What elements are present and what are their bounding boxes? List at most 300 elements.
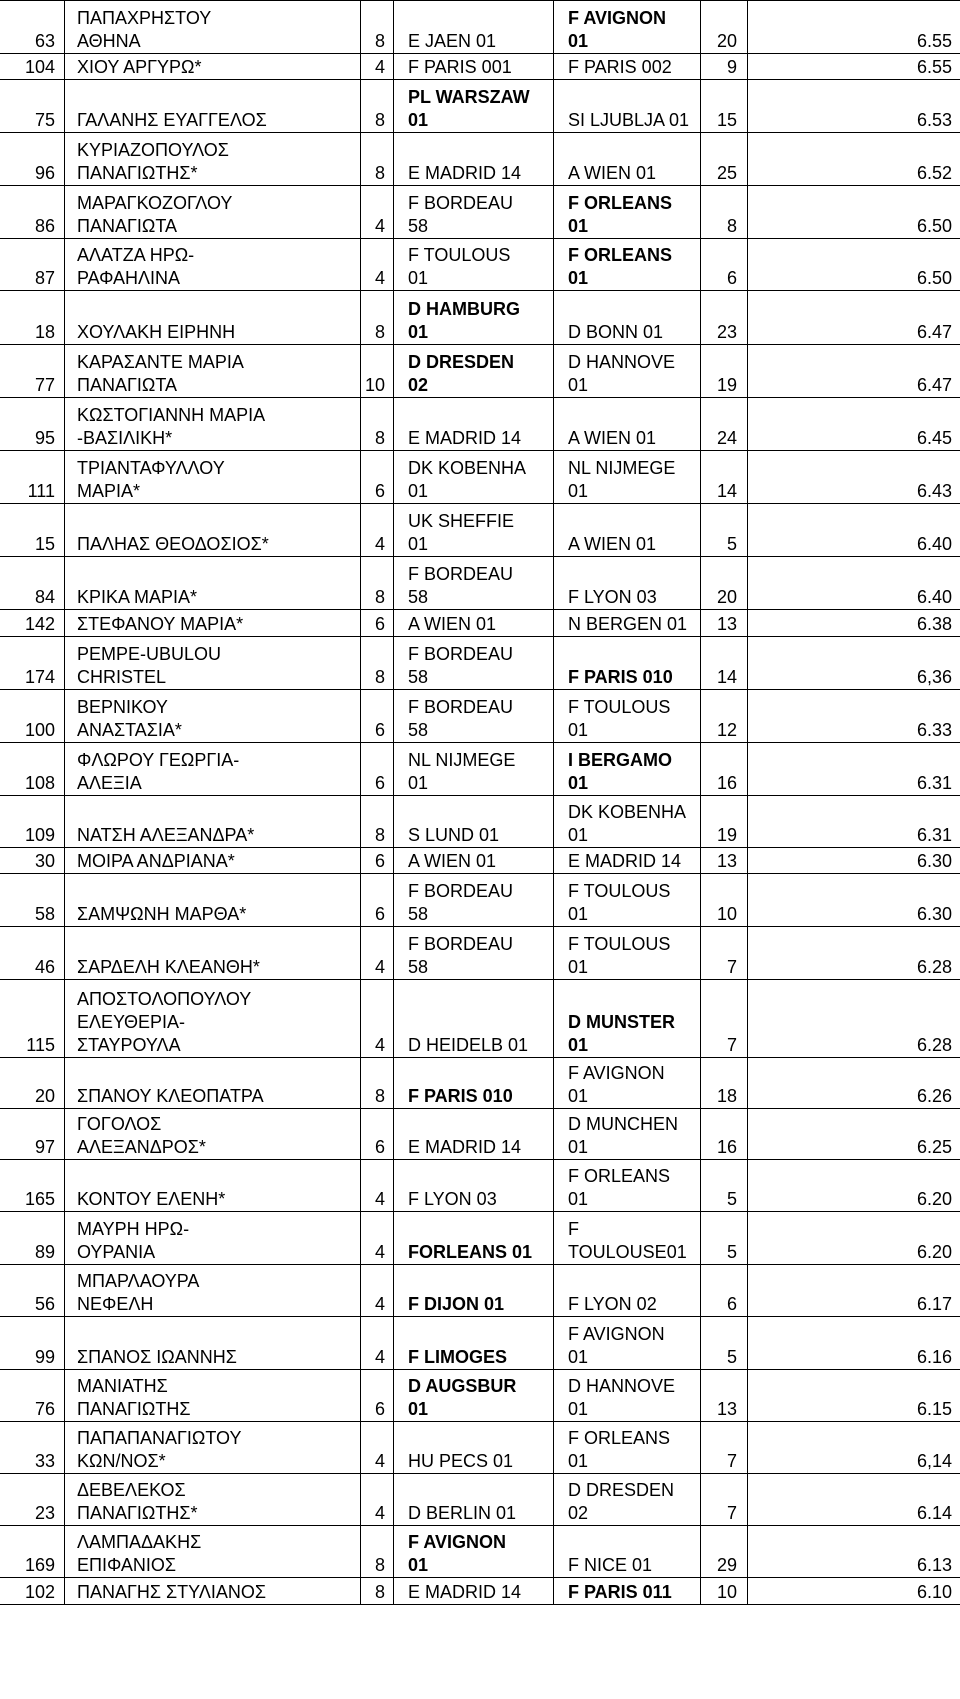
semester: 4 (361, 1422, 394, 1474)
student-name (65, 133, 361, 186)
table-row (0, 1317, 960, 1370)
home-institution (394, 1212, 554, 1265)
semester: 6 (361, 451, 394, 504)
home-institution-line: DK KOBENHA (408, 458, 527, 478)
student-name-line: ΣΠΑΝΟΣ ΙΩΑΝΝΗΣ (77, 1347, 237, 1367)
semester: 4 (361, 504, 394, 557)
score: 6.55 (748, 54, 960, 80)
home-institution (394, 186, 554, 239)
semester: 6 (361, 610, 394, 637)
student-name-line: ΠΑΝΑΓΙΩΤΗΣ (77, 1399, 191, 1419)
student-name-line: ΠΑΝΑΓΙΩΤΑ (77, 375, 178, 395)
student-name-line: ΚΥΡΙΑΖΟΠΟΥΛΟΣ (77, 140, 229, 160)
student-name-line: ΣΑΜΨΩΝΗ ΜΑΡΘΑ* (77, 904, 247, 924)
home-institution-line: D HAMBURG (408, 299, 520, 319)
student-name-line: ΓΟΓΟΛΟΣ (77, 1114, 162, 1134)
home-institution-line: 01 (408, 773, 429, 793)
student-name-line: ΑΛΑΤΖΑ ΗΡΩ- (77, 245, 195, 265)
home-institution-line: F BORDEAU (408, 881, 514, 901)
student-name-line: ΡΑΦΑΗΛΙΝΑ (77, 268, 181, 288)
destination-institution-line: I BERGAMO (568, 750, 673, 770)
destination-institution-line: D HANNOVE (568, 1376, 676, 1396)
score: 6.38 (748, 610, 960, 637)
semester: 8 (361, 133, 394, 186)
semester: 4 (361, 54, 394, 80)
table-row (0, 1, 960, 54)
row-id: 109 (0, 796, 65, 848)
destination-institution-line: F PARIS 002 (568, 57, 672, 77)
months: 13 (701, 1370, 748, 1422)
student-name (65, 345, 361, 398)
row-id: 77 (0, 345, 65, 398)
home-institution-line: FORLEANS 01 (408, 1242, 533, 1262)
student-name-line: PEMPE-UBULOU (77, 644, 222, 664)
student-name (65, 1, 361, 54)
row-id: 56 (0, 1265, 65, 1317)
student-name (65, 451, 361, 504)
row-id: 18 (0, 291, 65, 345)
home-institution-line: 58 (408, 720, 429, 740)
table-row (0, 398, 960, 451)
months: 14 (701, 637, 748, 690)
months: 20 (701, 557, 748, 610)
destination-institution-line: D MUNSTER (568, 1012, 675, 1032)
table-row (0, 1160, 960, 1212)
home-institution-line: 01 (408, 1555, 429, 1575)
table-row (0, 291, 960, 345)
destination-institution (554, 980, 701, 1058)
destination-institution (554, 1526, 701, 1578)
score: 6.50 (748, 239, 960, 291)
destination-institution-line: D DRESDEN (568, 1480, 675, 1500)
table-row (0, 133, 960, 186)
score: 6.52 (748, 133, 960, 186)
student-name (65, 1474, 361, 1526)
student-name (65, 1265, 361, 1317)
student-name (65, 1370, 361, 1422)
student-name-line: ΕΠΙΦΑΝΙΟΣ (77, 1555, 176, 1575)
home-institution (394, 451, 554, 504)
home-institution (394, 874, 554, 927)
home-institution-line: PL WARSZAW (408, 87, 530, 107)
months: 13 (701, 848, 748, 874)
home-institution (394, 504, 554, 557)
months: 29 (701, 1526, 748, 1578)
home-institution-line: E MADRID 14 (408, 1582, 522, 1602)
table-row (0, 1265, 960, 1317)
student-name (65, 1578, 361, 1605)
student-name (65, 874, 361, 927)
score: 6.10 (748, 1578, 960, 1605)
student-name (65, 743, 361, 796)
destination-institution-line: F NICE 01 (568, 1555, 653, 1575)
student-name-line: ΛΑΜΠΑΔΑΚΗΣ (77, 1532, 202, 1552)
student-name-line: ΣΠΑΝΟΥ ΚΛΕΟΠΑΤΡΑ (77, 1086, 264, 1106)
row-id: 33 (0, 1422, 65, 1474)
destination-institution-line: 01 (568, 268, 589, 288)
destination-institution-line: 01 (568, 31, 589, 51)
student-name (65, 1212, 361, 1265)
destination-institution (554, 848, 701, 874)
destination-institution-line: F TOULOUS (568, 881, 671, 901)
home-institution (394, 1109, 554, 1160)
semester: 4 (361, 1317, 394, 1370)
student-name-line: CHRISTEL (77, 667, 167, 687)
home-institution-line: F BORDEAU (408, 193, 514, 213)
destination-institution-line: 01 (568, 1035, 589, 1055)
student-name (65, 504, 361, 557)
score: 6.14 (748, 1474, 960, 1526)
score: 6.50 (748, 186, 960, 239)
destination-institution (554, 1, 701, 54)
score: 6.40 (748, 557, 960, 610)
months: 12 (701, 690, 748, 743)
months: 16 (701, 743, 748, 796)
months: 7 (701, 980, 748, 1058)
semester: 4 (361, 186, 394, 239)
table-row (0, 690, 960, 743)
student-name-line: ΣΤΕΦΑΝΟΥ ΜΑΡΙΑ* (77, 614, 244, 634)
destination-institution (554, 451, 701, 504)
home-institution-line: E JAEN 01 (408, 31, 497, 51)
home-institution-line: F PARIS 010 (408, 1086, 513, 1106)
home-institution-line: 01 (408, 481, 429, 501)
months: 6 (701, 239, 748, 291)
row-id: 111 (0, 451, 65, 504)
destination-institution (554, 1265, 701, 1317)
destination-institution-line: F PARIS 010 (568, 667, 673, 687)
row-id: 20 (0, 1058, 65, 1109)
table-row (0, 1058, 960, 1109)
home-institution-line: 58 (408, 667, 429, 687)
table-row (0, 1422, 960, 1474)
destination-institution (554, 345, 701, 398)
table-row (0, 239, 960, 291)
student-name (65, 80, 361, 133)
home-institution-line: F BORDEAU (408, 564, 514, 584)
home-institution-line: F BORDEAU (408, 934, 514, 954)
student-name-line: ΠΑΛΗΑΣ ΘΕΟΔΟΣΙΟΣ* (77, 534, 269, 554)
home-institution-line: 58 (408, 587, 429, 607)
destination-institution-line: 01 (568, 481, 589, 501)
destination-institution-line: NL NIJMEGE (568, 458, 676, 478)
destination-institution (554, 743, 701, 796)
score: 6.45 (748, 398, 960, 451)
home-institution-line: E MADRID 14 (408, 163, 522, 183)
semester: 4 (361, 980, 394, 1058)
destination-institution-line: F (568, 1219, 579, 1239)
home-institution-line: 02 (408, 375, 429, 395)
home-institution-line: F BORDEAU (408, 644, 514, 664)
row-id: 89 (0, 1212, 65, 1265)
destination-institution-line: F ORLEANS (568, 193, 673, 213)
row-id: 97 (0, 1109, 65, 1160)
score: 6.43 (748, 451, 960, 504)
row-id: 46 (0, 927, 65, 980)
row-id: 86 (0, 186, 65, 239)
student-name-line: ΧΟΥΛΑΚΗ ΕΙΡΗΝΗ (77, 322, 236, 342)
score: 6.47 (748, 291, 960, 345)
table-row (0, 557, 960, 610)
score: 6.20 (748, 1212, 960, 1265)
months: 16 (701, 1109, 748, 1160)
student-name-line: ΝΕΦΕΛΗ (77, 1294, 154, 1314)
student-name (65, 980, 361, 1058)
home-institution (394, 796, 554, 848)
row-id: 30 (0, 848, 65, 874)
student-name (65, 398, 361, 451)
home-institution (394, 1160, 554, 1212)
row-id: 96 (0, 133, 65, 186)
semester: 6 (361, 874, 394, 927)
table-row (0, 610, 960, 637)
destination-institution (554, 133, 701, 186)
table-row (0, 80, 960, 133)
table-row (0, 980, 960, 1058)
months: 9 (701, 54, 748, 80)
destination-institution-line: 01 (568, 216, 589, 236)
score: 6.33 (748, 690, 960, 743)
student-name-line: ΜΑΝΙΑΤΗΣ (77, 1376, 168, 1396)
student-name-line: ΟΥΡΑΝΙΑ (77, 1242, 156, 1262)
row-id: 58 (0, 874, 65, 927)
home-institution-line: HU PECS 01 (408, 1451, 514, 1471)
semester: 8 (361, 796, 394, 848)
score: 6.31 (748, 796, 960, 848)
score: 6.16 (748, 1317, 960, 1370)
destination-institution-line: 02 (568, 1503, 589, 1523)
destination-institution (554, 927, 701, 980)
table-row (0, 637, 960, 690)
home-institution-line: UK SHEFFIE (408, 511, 515, 531)
destination-institution (554, 186, 701, 239)
semester: 4 (361, 239, 394, 291)
destination-institution (554, 557, 701, 610)
home-institution-line: 01 (408, 322, 429, 342)
destination-institution (554, 1578, 701, 1605)
destination-institution (554, 610, 701, 637)
semester: 8 (361, 1578, 394, 1605)
student-name-line: ΤΡΙΑΝΤΑΦΥΛΛΟΥ (77, 458, 225, 478)
row-id: 15 (0, 504, 65, 557)
student-name (65, 610, 361, 637)
student-name (65, 1317, 361, 1370)
student-name-line: ΜΑΡΑΓΚΟΖΟΓΛΟΥ (77, 193, 233, 213)
months: 14 (701, 451, 748, 504)
score: 6,14 (748, 1422, 960, 1474)
destination-institution-line: F AVIGNON (568, 8, 666, 28)
semester: 4 (361, 1160, 394, 1212)
months: 24 (701, 398, 748, 451)
student-name (65, 1422, 361, 1474)
row-id: 99 (0, 1317, 65, 1370)
row-id: 102 (0, 1578, 65, 1605)
table-row (0, 874, 960, 927)
semester: 8 (361, 557, 394, 610)
destination-institution (554, 398, 701, 451)
destination-institution-line: 01 (568, 904, 589, 924)
table-row (0, 1526, 960, 1578)
score: 6.30 (748, 874, 960, 927)
table-row (0, 796, 960, 848)
student-name (65, 239, 361, 291)
home-institution (394, 1370, 554, 1422)
student-name-line: ΜΑΥΡΗ ΗΡΩ- (77, 1219, 190, 1239)
row-id: 108 (0, 743, 65, 796)
semester: 6 (361, 1109, 394, 1160)
row-id: 174 (0, 637, 65, 690)
destination-institution-line: 01 (568, 1086, 589, 1106)
student-name-line: ΝΑΤΣΗ ΑΛΕΞΑΝΔΡΑ* (77, 825, 255, 845)
destination-institution-line: D BONN 01 (568, 322, 664, 342)
score: 6.55 (748, 1, 960, 54)
row-id: 63 (0, 1, 65, 54)
student-name-line: ΣΤΑΥΡΟΥΛΑ (77, 1035, 181, 1055)
student-name-line: ΔΕΒΕΛΕΚΟΣ (77, 1480, 186, 1500)
table-row (0, 451, 960, 504)
student-name (65, 186, 361, 239)
destination-institution-line: E MADRID 14 (568, 851, 682, 871)
student-name-line: ΑΘΗΝΑ (77, 31, 141, 51)
destination-institution-line: F AVIGNON (568, 1324, 665, 1344)
months: 19 (701, 796, 748, 848)
student-name (65, 1109, 361, 1160)
home-institution-line: NL NIJMEGE (408, 750, 516, 770)
home-institution (394, 1578, 554, 1605)
destination-institution-line: 01 (568, 1347, 589, 1367)
table-row (0, 1474, 960, 1526)
row-id: 142 (0, 610, 65, 637)
student-name-line: ΠΑΝΑΓΙΩΤΑ (77, 216, 178, 236)
destination-institution (554, 796, 701, 848)
row-id: 95 (0, 398, 65, 451)
destination-institution (554, 239, 701, 291)
home-institution-line: E MADRID 14 (408, 1137, 522, 1157)
student-name-line: ΑΛΕΞΙΑ (77, 773, 142, 793)
months: 5 (701, 1212, 748, 1265)
student-name-line: ΜΟΙΡΑ ΑΝΔΡΙΑΝΑ* (77, 851, 235, 871)
home-institution (394, 1058, 554, 1109)
destination-institution-line: TOULOUSE01 (568, 1242, 687, 1262)
home-institution-line: D AUGSBUR (408, 1376, 517, 1396)
destination-institution-line: 01 (568, 720, 589, 740)
home-institution-line: F LYON 03 (408, 1189, 497, 1209)
score: 6.28 (748, 980, 960, 1058)
home-institution (394, 239, 554, 291)
destination-institution-line: 01 (568, 957, 589, 977)
destination-institution-line: F TOULOUS (568, 697, 671, 717)
score: 6.25 (748, 1109, 960, 1160)
student-name-line: ΦΛΩΡΟΥ ΓΕΩΡΓΙΑ- (77, 750, 240, 770)
row-id: 165 (0, 1160, 65, 1212)
destination-institution-line: 01 (568, 1451, 589, 1471)
destination-institution-line: F PARIS 011 (568, 1582, 672, 1602)
semester: 8 (361, 1, 394, 54)
destination-institution (554, 1160, 701, 1212)
semester: 8 (361, 637, 394, 690)
destination-institution-line: DK KOBENHA (568, 802, 687, 822)
destination-institution-line: F ORLEANS (568, 1428, 671, 1448)
student-name (65, 796, 361, 848)
table-row (0, 504, 960, 557)
student-name-line: ΠΑΠΑΧΡΗΣΤΟΥ (77, 8, 212, 28)
months: 5 (701, 504, 748, 557)
student-name-line: ΚΟΝΤΟΥ ΕΛΕΝΗ* (77, 1189, 226, 1209)
home-institution-line: 58 (408, 957, 429, 977)
destination-institution (554, 637, 701, 690)
home-institution-line: D HEIDELB 01 (408, 1035, 529, 1055)
destination-institution-line: F LYON 03 (568, 587, 657, 607)
months: 13 (701, 610, 748, 637)
destination-institution (554, 1474, 701, 1526)
destination-institution-line: A WIEN 01 (568, 534, 657, 554)
score: 6.17 (748, 1265, 960, 1317)
student-name-line: ΧΙΟΥ ΑΡΓΥΡΩ* (77, 57, 202, 77)
home-institution (394, 690, 554, 743)
score: 6,36 (748, 637, 960, 690)
months: 15 (701, 80, 748, 133)
row-id: 104 (0, 54, 65, 80)
student-name (65, 291, 361, 345)
destination-institution (554, 1422, 701, 1474)
home-institution (394, 557, 554, 610)
home-institution-line: S LUND 01 (408, 825, 500, 845)
months: 19 (701, 345, 748, 398)
destination-institution-line: SI LJUBLJA 01 (568, 110, 690, 130)
table-row (0, 848, 960, 874)
student-name-line: ΕΛΕΥΘΕΡΙΑ- (77, 1012, 186, 1032)
destination-institution (554, 54, 701, 80)
destination-institution-line: 01 (568, 1189, 589, 1209)
home-institution-line: 58 (408, 216, 429, 236)
table-row (0, 1370, 960, 1422)
row-id: 75 (0, 80, 65, 133)
home-institution (394, 291, 554, 345)
semester: 4 (361, 1474, 394, 1526)
student-name-line: ΠΑΠΑΠΑΝΑΓΙΩΤΟΥ (77, 1428, 242, 1448)
home-institution-line: F DIJON 01 (408, 1294, 505, 1314)
home-institution-line: F TOULOUS (408, 245, 511, 265)
home-institution-line: 01 (408, 268, 429, 288)
destination-institution (554, 80, 701, 133)
student-name (65, 54, 361, 80)
home-institution (394, 1265, 554, 1317)
home-institution (394, 848, 554, 874)
destination-institution-line: D HANNOVE (568, 352, 676, 372)
home-institution (394, 398, 554, 451)
months: 7 (701, 927, 748, 980)
home-institution (394, 1, 554, 54)
months: 20 (701, 1, 748, 54)
score: 6.13 (748, 1526, 960, 1578)
table-row (0, 743, 960, 796)
home-institution-line: F PARIS 001 (408, 57, 512, 77)
semester: 4 (361, 1265, 394, 1317)
home-institution (394, 80, 554, 133)
destination-institution-line: F ORLEANS (568, 1166, 671, 1186)
home-institution-line: F LIMOGES (408, 1347, 507, 1367)
home-institution (394, 610, 554, 637)
student-name-line: ΠΑΝΑΓΗΣ ΣΤΥΛΙΑΝΟΣ (77, 1582, 266, 1602)
student-name (65, 1160, 361, 1212)
student-name-line: ΠΑΝΑΓΙΩΤΗΣ* (77, 1503, 198, 1523)
student-name-line: ΜΠΑΡΛΑΟΥΡΑ (77, 1271, 200, 1291)
student-name-line: ΚΩΝ/ΝΟΣ* (77, 1451, 166, 1471)
student-name (65, 637, 361, 690)
home-institution (394, 133, 554, 186)
semester: 8 (361, 291, 394, 345)
home-institution (394, 1422, 554, 1474)
